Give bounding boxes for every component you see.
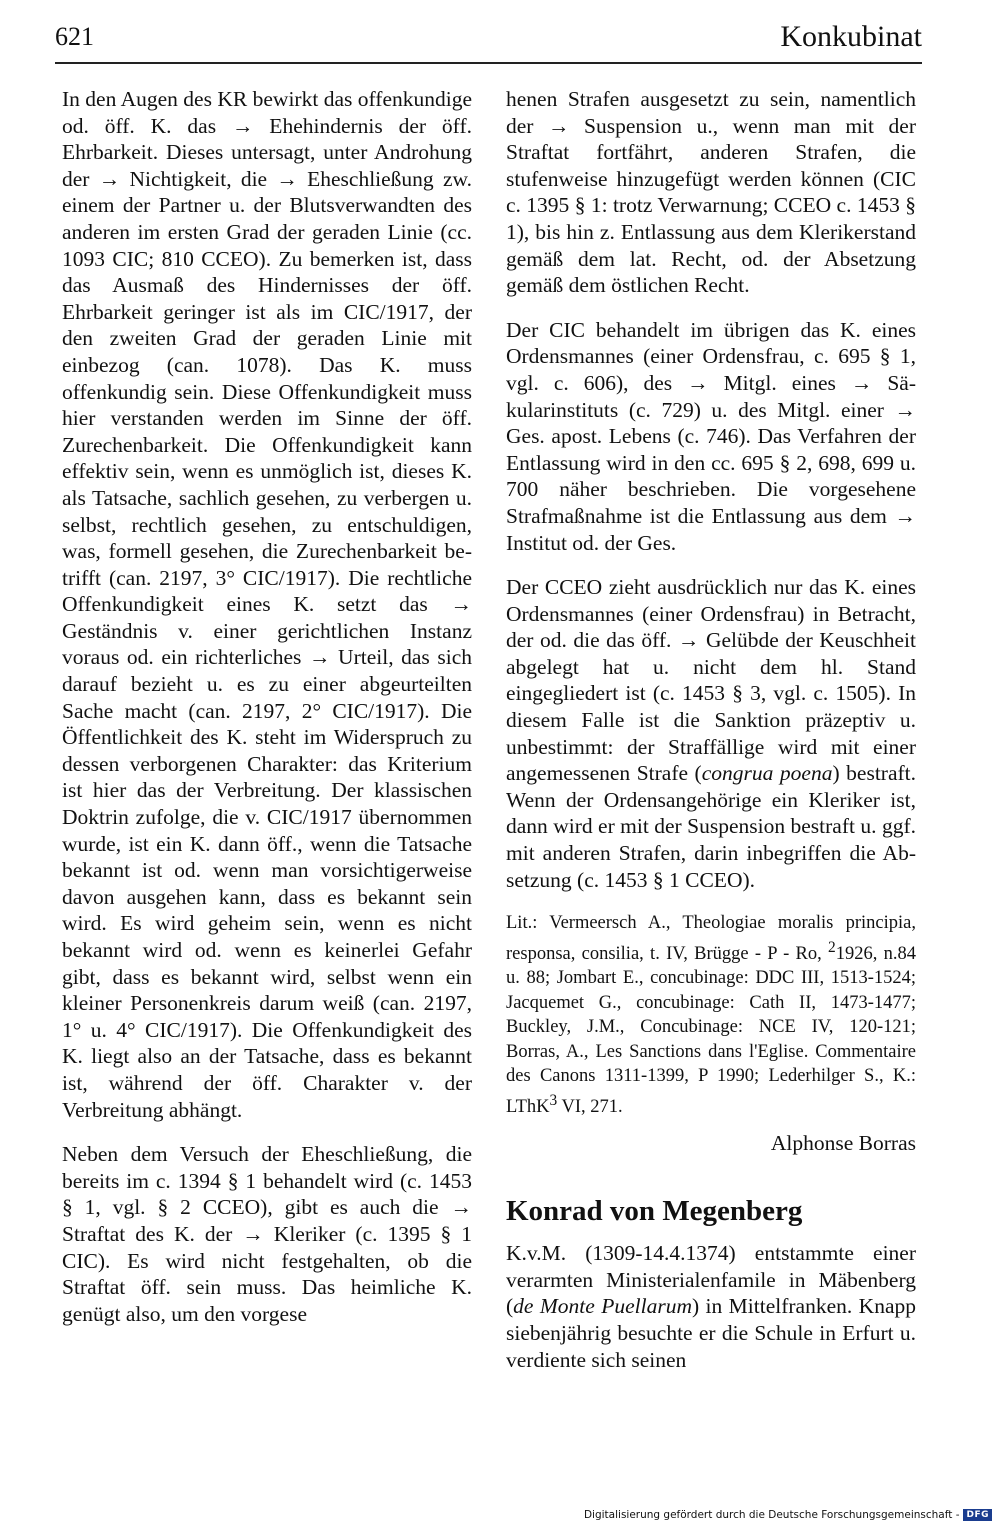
dfg-logo-icon: DFG	[963, 1509, 992, 1521]
next-italic: de Monte Puellarum	[513, 1294, 692, 1319]
p3-text-b: ) bestraft. Wenn der Ordensangehörige ein Kleriker ist, dann wird er mit der Suspension bestraft u. ggf. mit anderen Strafen, darin inbegriffen die Absetzung (c. 1453 § 1 CCEO).	[506, 761, 916, 892]
next-text-b: ) in Mittelfranken. Knapp siebenjährig besuchte er die Schule in Erfurt u. verdiente sich seinen	[506, 1294, 916, 1372]
p3-italic: congrua poena	[701, 761, 833, 786]
lit-sup-1: 2	[828, 938, 836, 956]
header-rule	[55, 62, 922, 64]
right-paragraph-3	[506, 574, 916, 893]
article-author: Alphonse Borras	[770, 1130, 916, 1155]
page-number: 621	[55, 22, 94, 51]
footer	[584, 1509, 992, 1521]
next-article-title: Konrad von Megenberg	[506, 1195, 803, 1228]
literature	[506, 911, 916, 1119]
next-article-paragraph	[506, 1240, 916, 1373]
footer-credit: Digitalisierung gefördert durch die Deutsche Forschungsgemeinschaft -	[583, 1509, 960, 1521]
lit-sup-2: 3	[549, 1091, 558, 1109]
running-head: Konkubinat	[780, 20, 922, 53]
next-text-a: K.v.M. (1309-14.4.1374) entstammte einer verarmten Ministerialenfamile in Mäbenberg (	[506, 1241, 916, 1319]
lit-text-c: VI, 271.	[557, 1097, 623, 1118]
lit-text-a: Lit.: Vermeersch A., Theologiae moralis principia, responsa, consilia, t. IV, Brügge - P - Ro,	[506, 913, 916, 964]
left-paragraph-2: Neben dem Versuch der Eheschließung, die bereits im c. 1394 § 1 behandelt wird (c. 1453 § 1, vgl. § 2 CCEO), gibt es auch die → Straftat des K. der → Kleriker (c. 1395 § 1 CIC). Es wird nicht festgehalten, ob die Straftat öff. sein muss. Das heimliche K. genügt also, um den vorgese	[62, 1142, 472, 1326]
right-paragraph-2: Der CIC behandelt im übrigen das K. eines Ordensmannes (einer Ordensfrau, c. 695 § 1, vgl. c. 606), des → Mitgl. eines → Säkularinstituts (c. 729) u. des Mitgl. einer → Ges. apost. Lebens (c. 746). Das Verfahren der Entlassung wird in den cc. 695 § 2, 698, 699 u. 700 näher beschrieben. Die vorgesehene Strafmaßnahme ist die Entlassung aus dem → Institut od. der Ges.	[506, 317, 916, 555]
right-paragraph-1: henen Strafen ausgesetzt zu sein, namentlich der → Suspension u., wenn man mit der Straftat fortfährt, anderen Strafen, die stufenweise hinzugefügt werden können (CIC c. 1395 § 1: trotz Verwarnung; CCEO c. 1453 § 1), bis hin z. Entlassung aus dem Klerikerstand gemäß dem lat. Recht, od. der Absetzung gemäß dem östlichen Recht.	[506, 87, 916, 298]
left-column	[62, 86, 472, 1327]
left-paragraph-1: In den Augen des KR bewirkt das offenkundige od. öff. K. das → Ehehindernis der öff. Ehrbarkeit. Dieses untersagt, unter Androhung der → Nichtigkeit, die → Eheschließung zw. einem der Partner u. der Blutsverwandten des anderen im ersten Grad der geraden Linie (cc. 1093 CIC; 810 CCEO). Zu bemerken ist, dass das Ausmaß des Hindernisses der öff. Ehrbarkeit geringer ist als im CIC/1917, der den zweiten Grad der geraden Linie mit einbezog (can. 1078). Das K. muss offenkundig sein. Diese Offenkundigkeit muss hier verstanden werden im Sinne der öff. Zurechenbarkeit. Die Offenkundigkeit kann effektiv sein, wenn es unmöglich ist, dieses K. als Tatsache, sachlich gesehen, zu verbergen u. selbst, rechtlich gesehen, zu entschuldigen, was, formell gesehen, die Zurechenbarkeit betrifft (can. 2197, 3° CIC/1917). Die rechtliche Offenkundigkeit eines K. setzt das → Geständnis v. einer gerichtlichen Instanz voraus od. ein richterliches → Urteil, das sich darauf bezieht u. es zu einer abgeurteilten Sache macht (can. 2197, 2° CIC/1917). Die Öffentlichkeit des K. steht im Widerspruch zu dessen verborgenen Charakter: das Kriterium ist hier das der Verbreitung. Der klassischen Doktrin zufolge, die v. CIC/1917 übernommen wurde, ist ein K. dann öff., wenn die Tatsache bekannt ist od. wenn man vorsichtigerweise davon ausgehen kann, dass es bekannt sein wird. Es wird geheim sein, wenn es nicht bekannt wird od. wenn es keinerlei Gefahr gibt, dass es bekannt wird, selbst wenn ein kleiner Personenkreis darum weiß (can. 2197, 1° u. 4° CIC/1917). Die Offenkundigkeit des K. liegt also an der Tatsache, dass es bekannt ist, während der öff. Charakter v. der Verbreitung abhängt.	[62, 87, 472, 1122]
right-column	[506, 86, 916, 1373]
lit-text-b: 1926, n.84 u. 88; Jombart E., concubinage: DDC III, 1513-1524; Jacquemet G., concubinage: Cath II, 1473-1477; Buckley, J.M., Concubinage: NCE IV, 120-121; Borras, A., Les Sanctions dans l'Eglise. Commentaire des Canons 1311-1399, P 1990; Lederhilger S., K.: LThK	[506, 943, 916, 1118]
p3-text-a: Der CCEO zieht ausdrücklich nur das K. eines Ordensmannes (einer Ordensfrau) in Betracht, der od. die das öff. → Gelübde der Keuschheit abgelegt hat u. nicht dem hl. Stand eingegliedert ist (c. 1453 § 3, vgl. c. 1505). In diesem Falle ist die Sanktion präzeptiv u. unbestimmt: der Straffällige wird mit einer angemessenen Strafe (	[506, 575, 916, 786]
